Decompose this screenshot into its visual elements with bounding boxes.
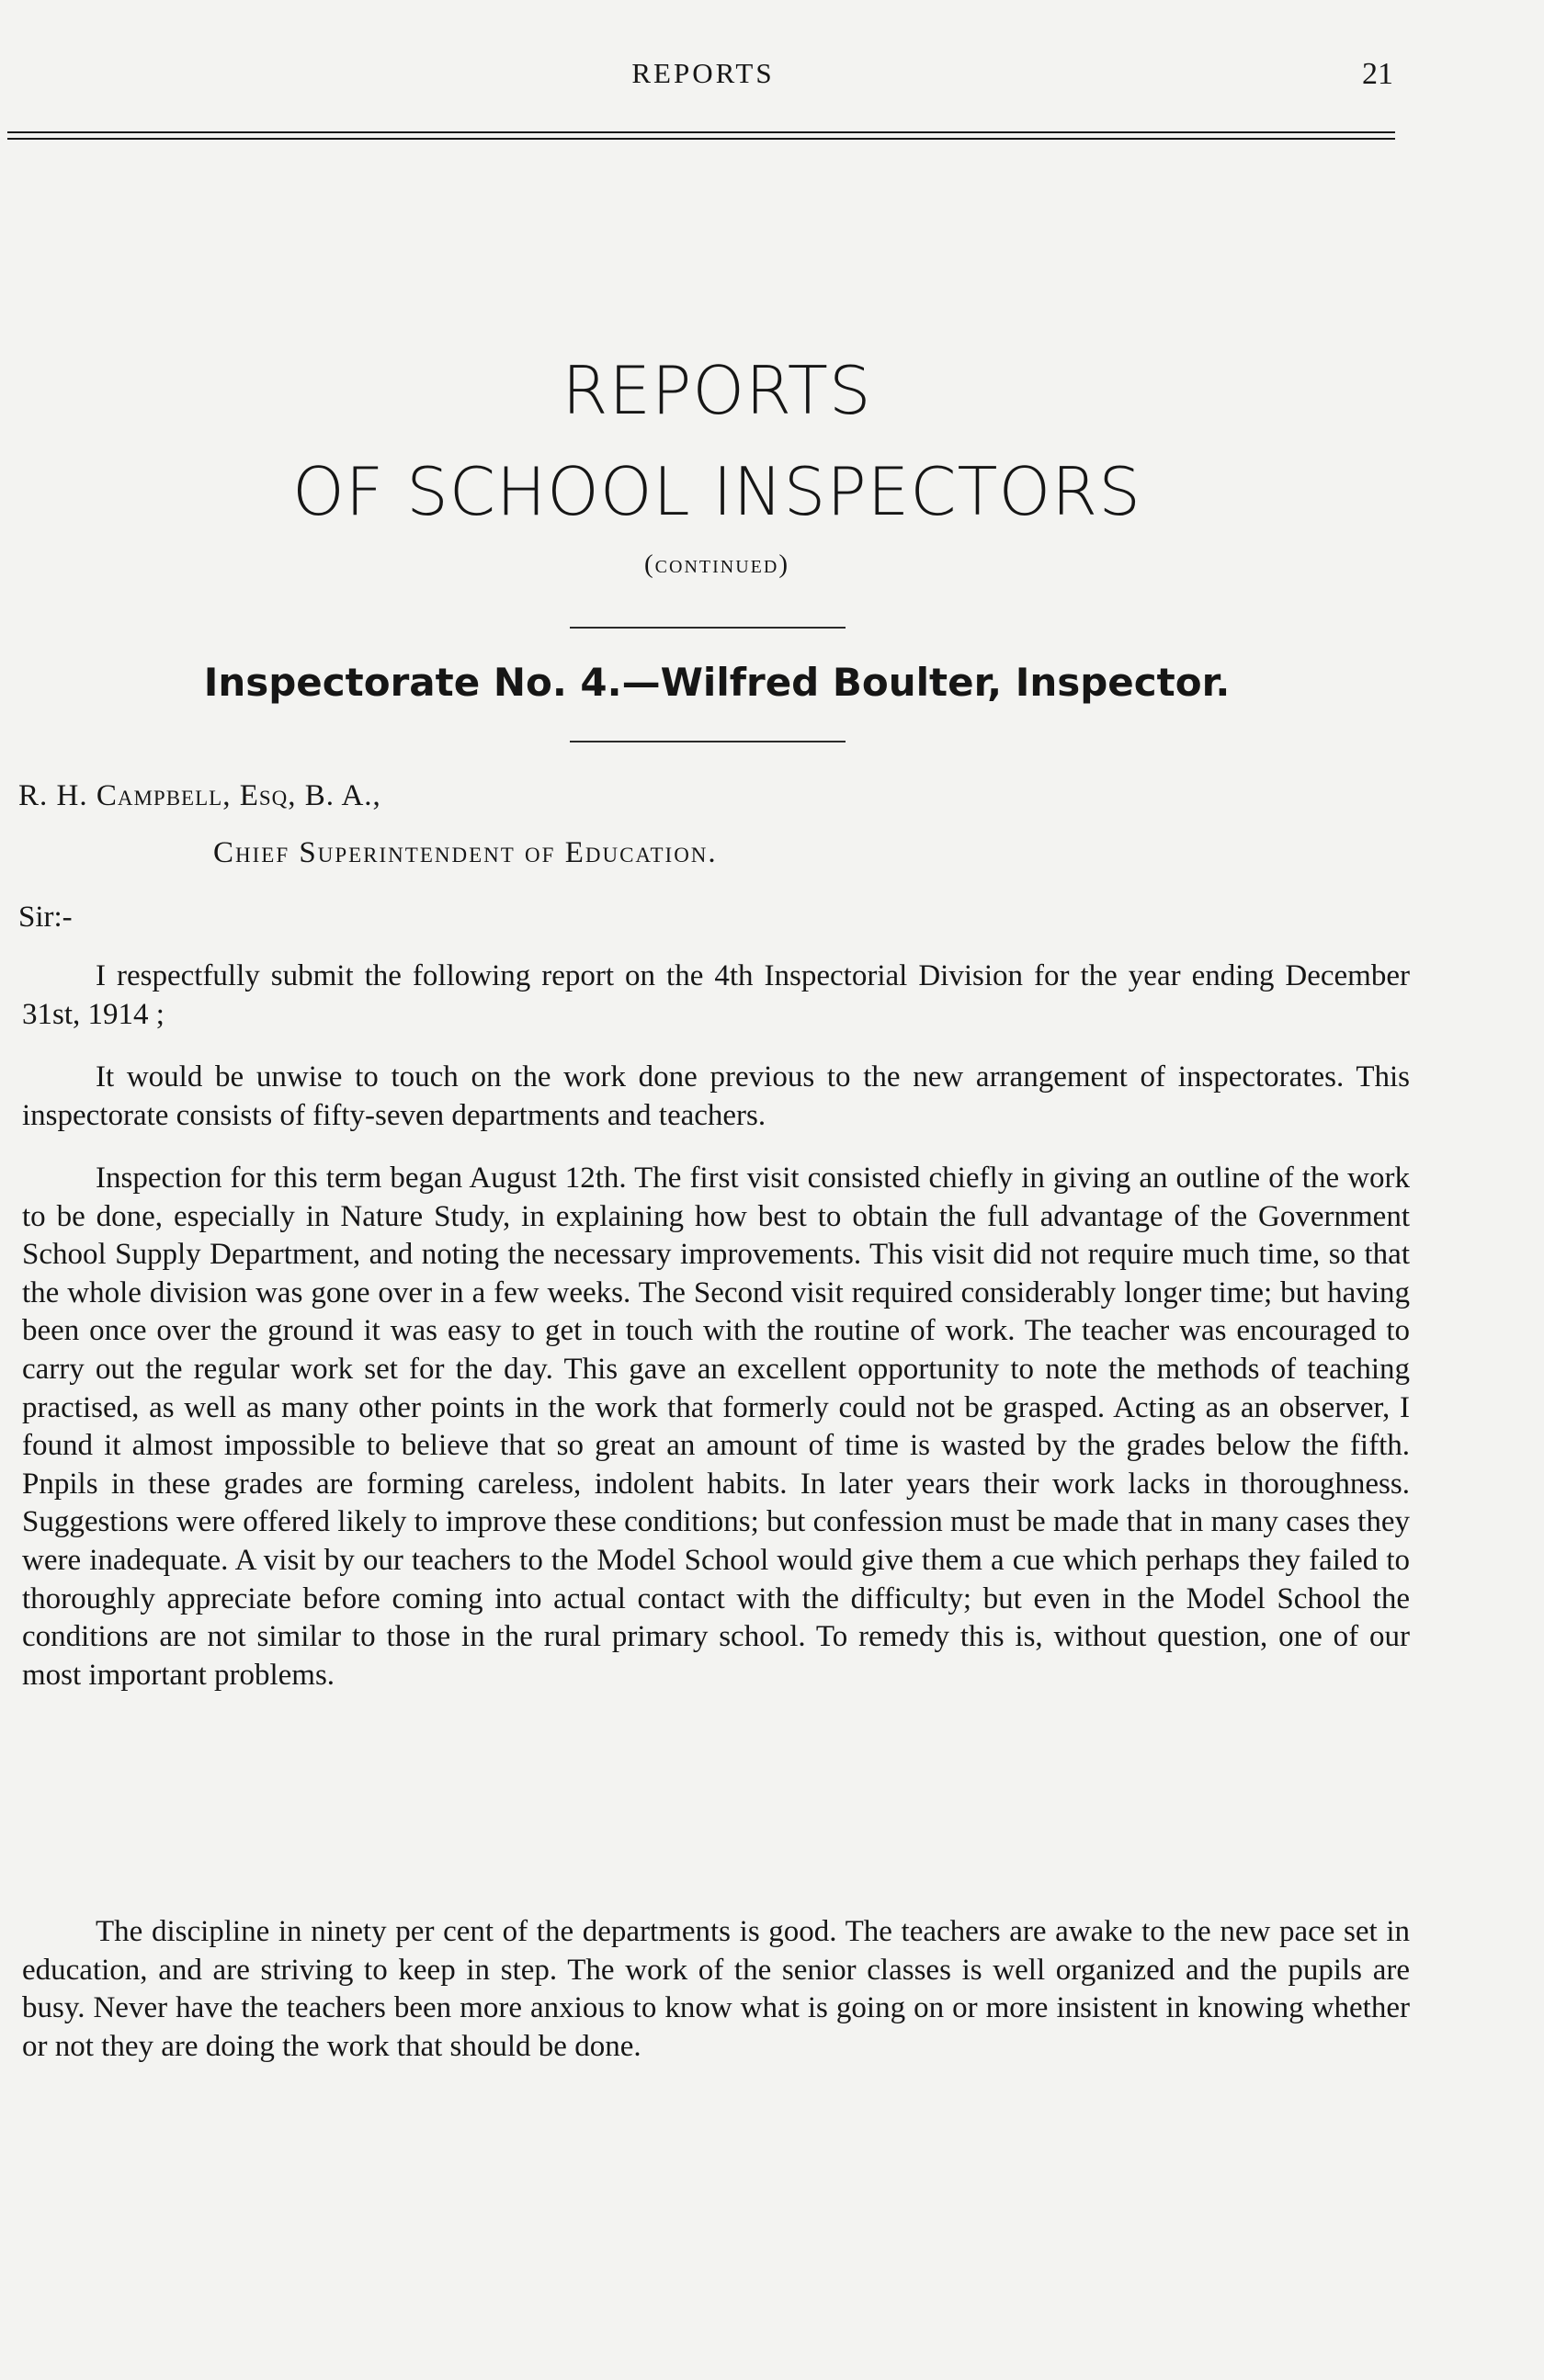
heading-line-2: OF SCHOOL INSPECTORS	[292, 453, 1141, 530]
section-divider-bottom	[570, 741, 846, 742]
body-paragraph-3: Inspection for this term began August 12th. The first visit consisted chiefly in giving an outline of the work to be done, especially in Nature Study, in explaining how best to obtain the full advantage of the Government School Supply Department, and noting the necessary improvements. This visit did not require much time, so that the whole division was gone over in a few weeks. The Second visit required considerably longer time; but having been once over the ground it was easy to get in touch with the routine of work. The teacher was encouraged to carry out the regular work set for the day. This gave an excellent opportunity to note the methods of teaching practised, as well as many other points in the work that formerly could not be grasped. Acting as an observer, I found it almost impossible to believe that so great an amount of time is wasted by the grades below the fifth. Pnpils in these grades are forming careless, indolent habits. In later years their work lacks in thoroughness. Suggestions were offered likely to improve these conditions; but confession must be made that in many cases they were inadequate. A visit by our teachers to the Model School would give them a cue which perhaps they failed to thoroughly appreciate before coming into actual contact with the difficulty; but even in the Model School the conditions are not similar to those in the rural primary school. To remedy this is, without question, one of our most important problems.	[22, 1162, 1410, 1692]
body-paragraph-2: It would be unwise to touch on the work done previous to the new arrangement of inspectorates. This inspectorate consists of fifty-seven departments and teachers.	[22, 1060, 1410, 1132]
salutation: Sir:-	[18, 901, 73, 934]
recipient-title: Chief Superintendent of Education.	[213, 836, 718, 869]
inspectorate-heading: Inspectorate No. 4.—Wilfred Boulter, Inspector.	[203, 660, 1231, 705]
header-rule	[7, 131, 1395, 133]
body-paragraph-4: The discipline in ninety per cent of the departments is good. The teachers are awake to the new pace set in education, and are striving to keep in step. The work of the senior classes is well organized and the pupils are busy. Never have the teachers been more anxious to know what is going on or more insistent in knowing whether or not they are doing the work that should be done.	[22, 1915, 1410, 2063]
page-number: 21	[1362, 57, 1393, 91]
heading-line-1: REPORTS	[562, 352, 872, 429]
header-rule-double	[7, 138, 1395, 140]
main-heading	[0, 340, 1434, 542]
body-paragraph-1: I respectfully submit the following report on the 4th Inspectorial Division for the year ending December 31st, 1914 ;	[22, 959, 1410, 1031]
running-head	[0, 57, 1544, 103]
continued-label: (continued)	[644, 550, 789, 579]
section-divider-top	[570, 627, 846, 629]
running-title: REPORTS	[631, 57, 775, 89]
recipient-name: R. H. Campbell, Esq, B. A.,	[18, 779, 381, 812]
